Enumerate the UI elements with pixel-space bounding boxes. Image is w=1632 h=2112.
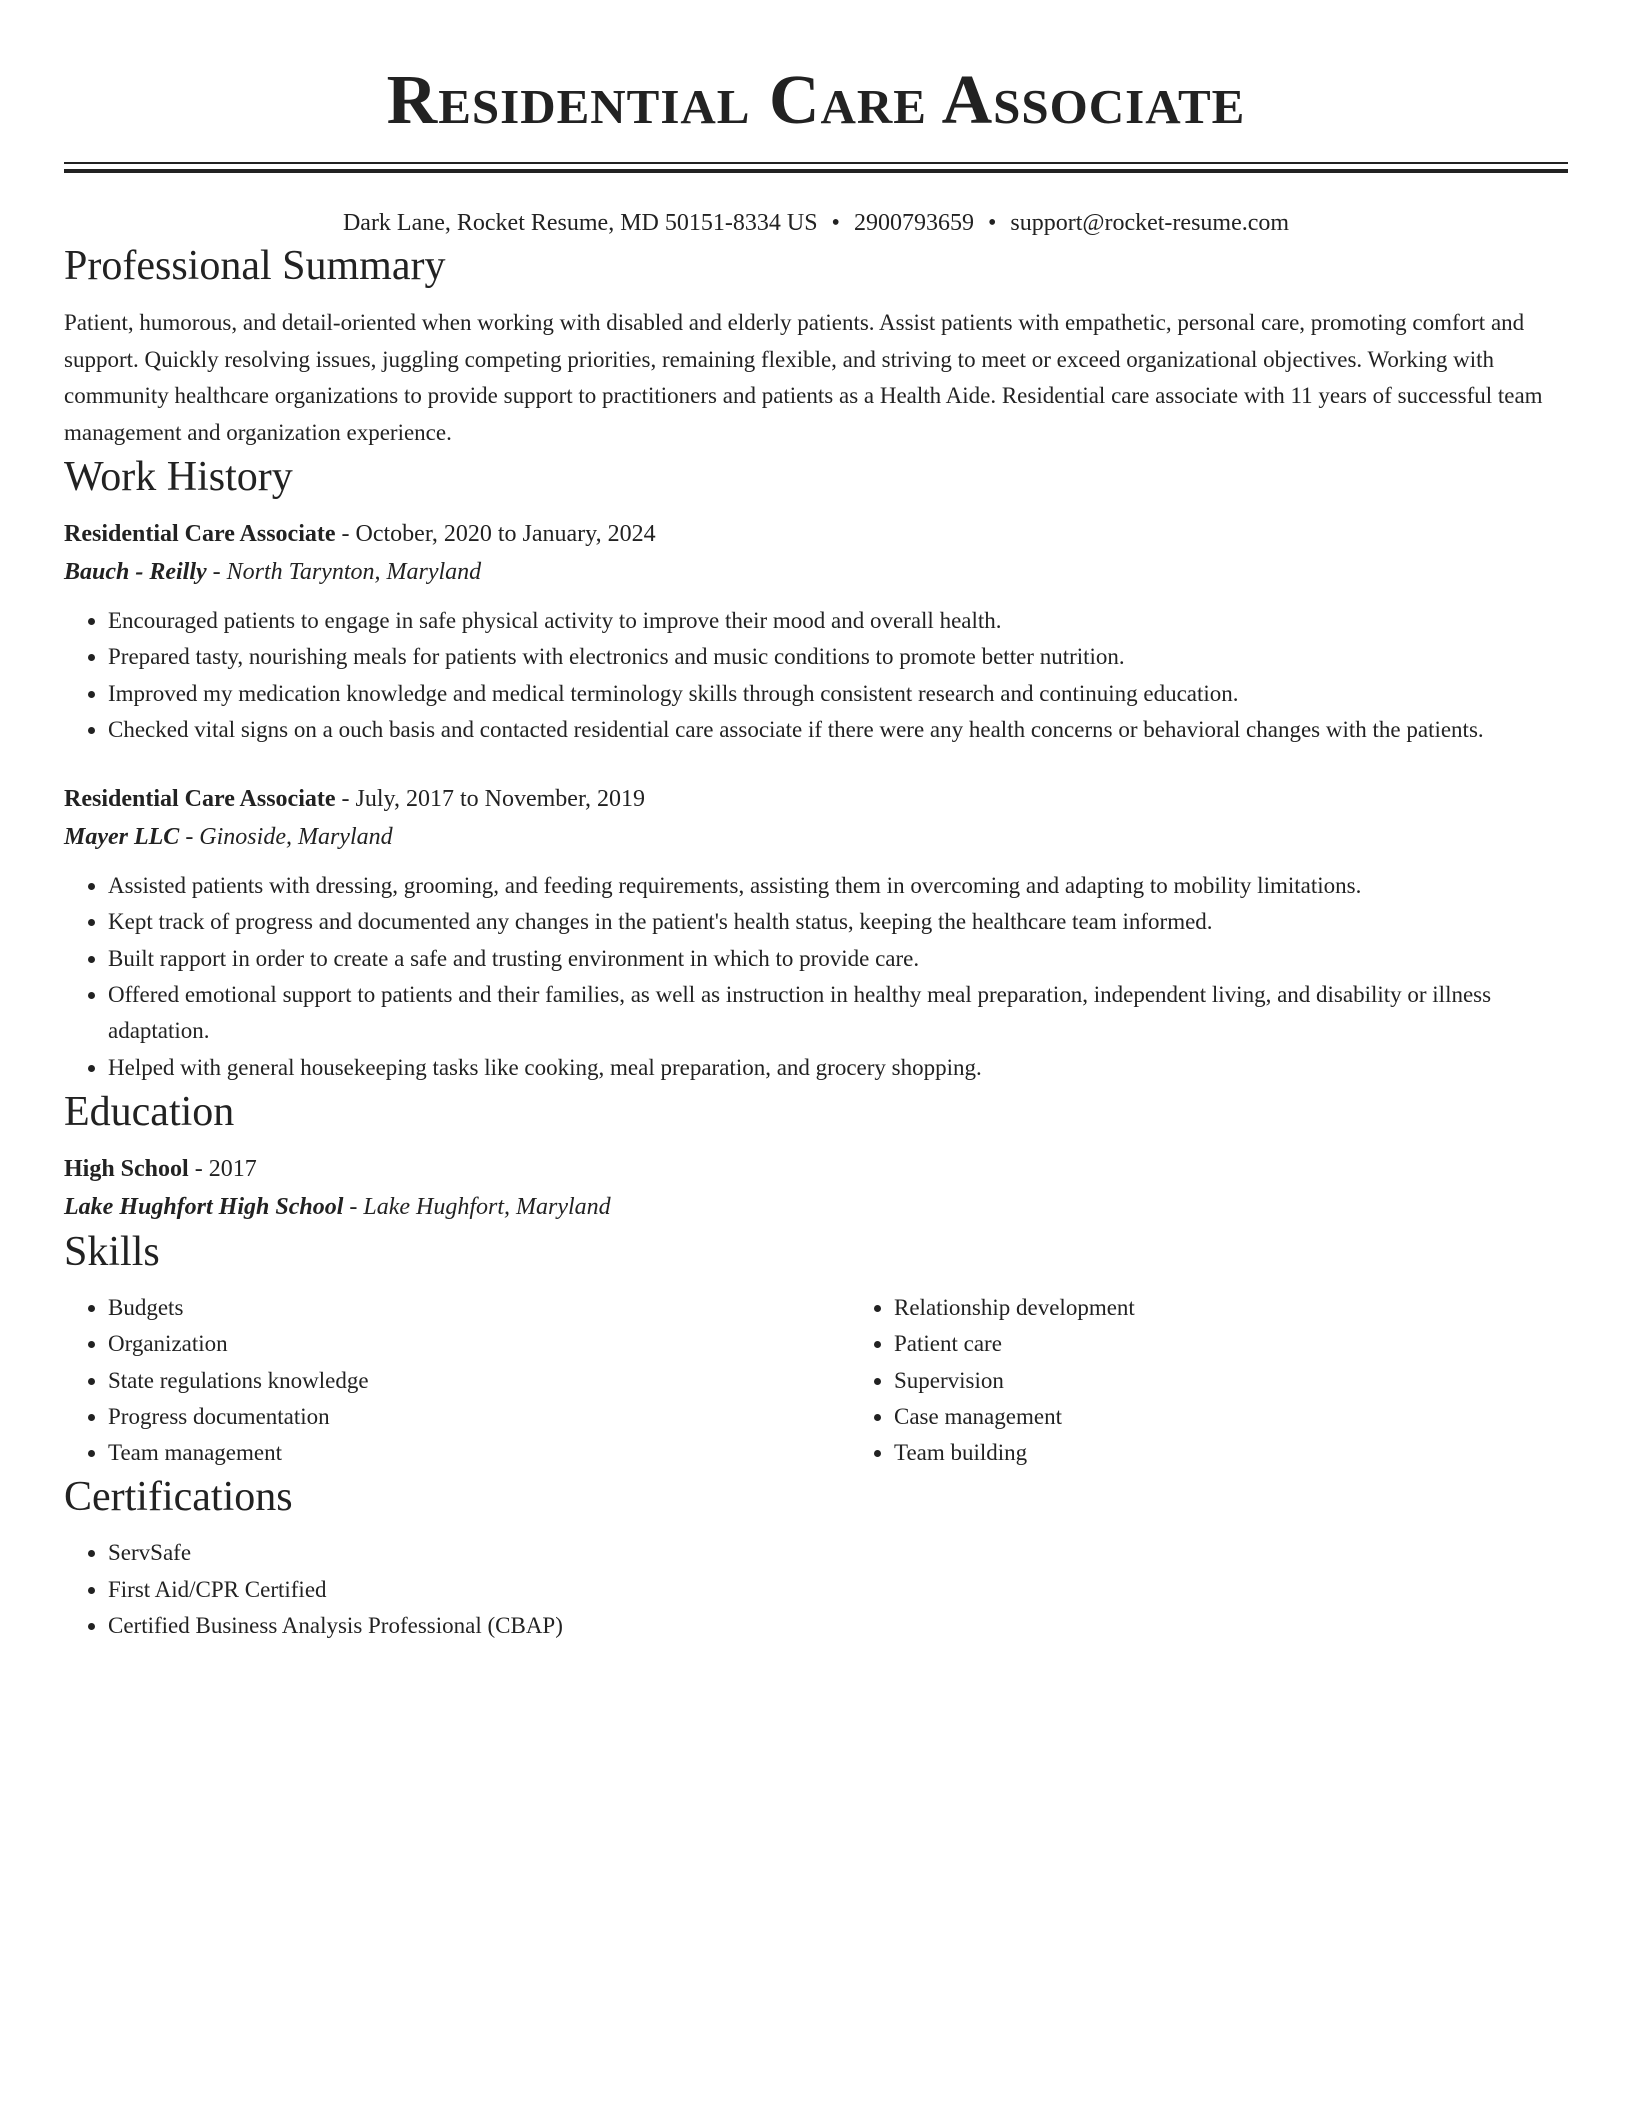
summary-text: Patient, humorous, and detail-oriented when working with disabled and elderly patients. Assist patients with empathetic, personal care, promoting comfort and support. Quickly resolving issues, juggling competing priorities, remaining flexible, and striving to meet or exceed organizational objectives. Working with community healthcare organizations to provide support to practitioners and patients as a Health Aide. Residential care associate with 11 years of successful team management and organization experience.	[64, 310, 1543, 445]
job-bullet: • Encouraged patients to engage in safe physical activity to improve their mood and overall health.	[108, 603, 1568, 639]
contact-line	[64, 206, 1568, 240]
skills-list-left	[64, 1290, 850, 1471]
job-bullets	[64, 868, 1568, 1086]
skills-columns	[64, 1290, 1568, 1471]
certifications-list	[64, 1535, 1568, 1644]
job-company-line	[64, 818, 1568, 856]
skill-item: • Case management	[894, 1399, 1135, 1435]
job-location: - Ginoside, Maryland	[179, 824, 393, 851]
education-school-line	[64, 1188, 1568, 1226]
skill-item: • Team building	[894, 1435, 1135, 1471]
education-location: - Lake Hughfort, Maryland	[343, 1193, 611, 1220]
job-bullet: • Assisted patients with dressing, grooming, and feeding requirements, assisting them in overcoming and adapting to mobility limitations.	[108, 868, 1568, 904]
summary-heading: Professional Summary	[64, 243, 446, 289]
skill-item: • Team management	[108, 1435, 850, 1471]
job-bullet: • Prepared tasty, nourishing meals for patients with electronics and music conditions to promote better nutrition.	[108, 639, 1568, 675]
certification-item: • Certified Business Analysis Professional (CBAP)	[108, 1608, 1568, 1644]
job-bullet: • Improved my medication knowledge and medical terminology skills through consistent research and continuing education.	[108, 676, 1568, 712]
skill-item: • Budgets	[108, 1290, 850, 1326]
work-history-heading: Work History	[64, 454, 293, 500]
certifications-heading: Certifications	[64, 1474, 293, 1521]
job-entry	[64, 515, 1568, 748]
skill-item: • Organization	[108, 1326, 850, 1362]
job-company-line	[64, 553, 1568, 591]
header-divider	[64, 162, 1568, 173]
education-year: - 2017	[188, 1155, 257, 1182]
job-title-line	[64, 780, 1568, 818]
skill-item: • Relationship development	[894, 1290, 1135, 1326]
skills-heading: Skills	[64, 1228, 160, 1275]
job-title-line	[64, 515, 1568, 553]
job-dates: - October, 2020 to January, 2024	[335, 521, 656, 547]
education-degree: High School	[64, 1155, 189, 1182]
job-location: - North Tarynton, Maryland	[206, 559, 482, 585]
job-role: Residential Care Associate	[64, 521, 336, 547]
job-dates: - July, 2017 to November, 2019	[335, 786, 645, 813]
job-bullet: • Built rapport in order to create a safe and trusting environment in which to provide care.	[108, 941, 1568, 977]
contact-address: Dark Lane, Rocket Resume, MD 50151-8334 US	[342, 210, 818, 236]
resume-name: Residential Care Associate	[386, 62, 1246, 139]
education-degree-line	[64, 1150, 1568, 1188]
certification-item: • ServSafe	[108, 1535, 1568, 1571]
contact-separator: •	[987, 210, 997, 236]
contact-phone: 2900793659	[853, 210, 974, 236]
job-company: Bauch - Reilly	[64, 559, 207, 585]
job-bullet: • Offered emotional support to patients and their families, as well as instruction in healthy meal preparation, independent living, and disability or illness adaptation.	[108, 977, 1568, 1050]
skill-item: • Progress documentation	[108, 1399, 850, 1435]
job-entry	[64, 780, 1568, 1086]
job-bullet: • Kept track of progress and documented any changes in the patient's health status, keeping the healthcare team informed.	[108, 904, 1568, 940]
job-company: Mayer LLC	[64, 824, 180, 851]
job-bullets	[64, 603, 1568, 748]
contact-email: support@rocket-resume.com	[1010, 210, 1290, 236]
certification-item: • First Aid/CPR Certified	[108, 1572, 1568, 1608]
skill-item: • Supervision	[894, 1363, 1135, 1399]
job-bullet: • Checked vital signs on a ouch basis and contacted residential care associate if there were any health concerns or behavioral changes with the patients.	[108, 712, 1568, 748]
job-role: Residential Care Associate	[64, 786, 336, 813]
skill-item: • State regulations knowledge	[108, 1363, 850, 1399]
skills-list-right	[850, 1290, 1135, 1471]
contact-separator: •	[831, 210, 840, 236]
education-entry	[64, 1150, 1568, 1226]
education-school: Lake Hughfort High School	[64, 1193, 344, 1220]
skill-item: • Patient care	[894, 1326, 1135, 1362]
job-bullet: • Helped with general housekeeping tasks like cooking, meal preparation, and grocery shopping.	[108, 1050, 1568, 1086]
education-heading: Education	[64, 1088, 235, 1135]
